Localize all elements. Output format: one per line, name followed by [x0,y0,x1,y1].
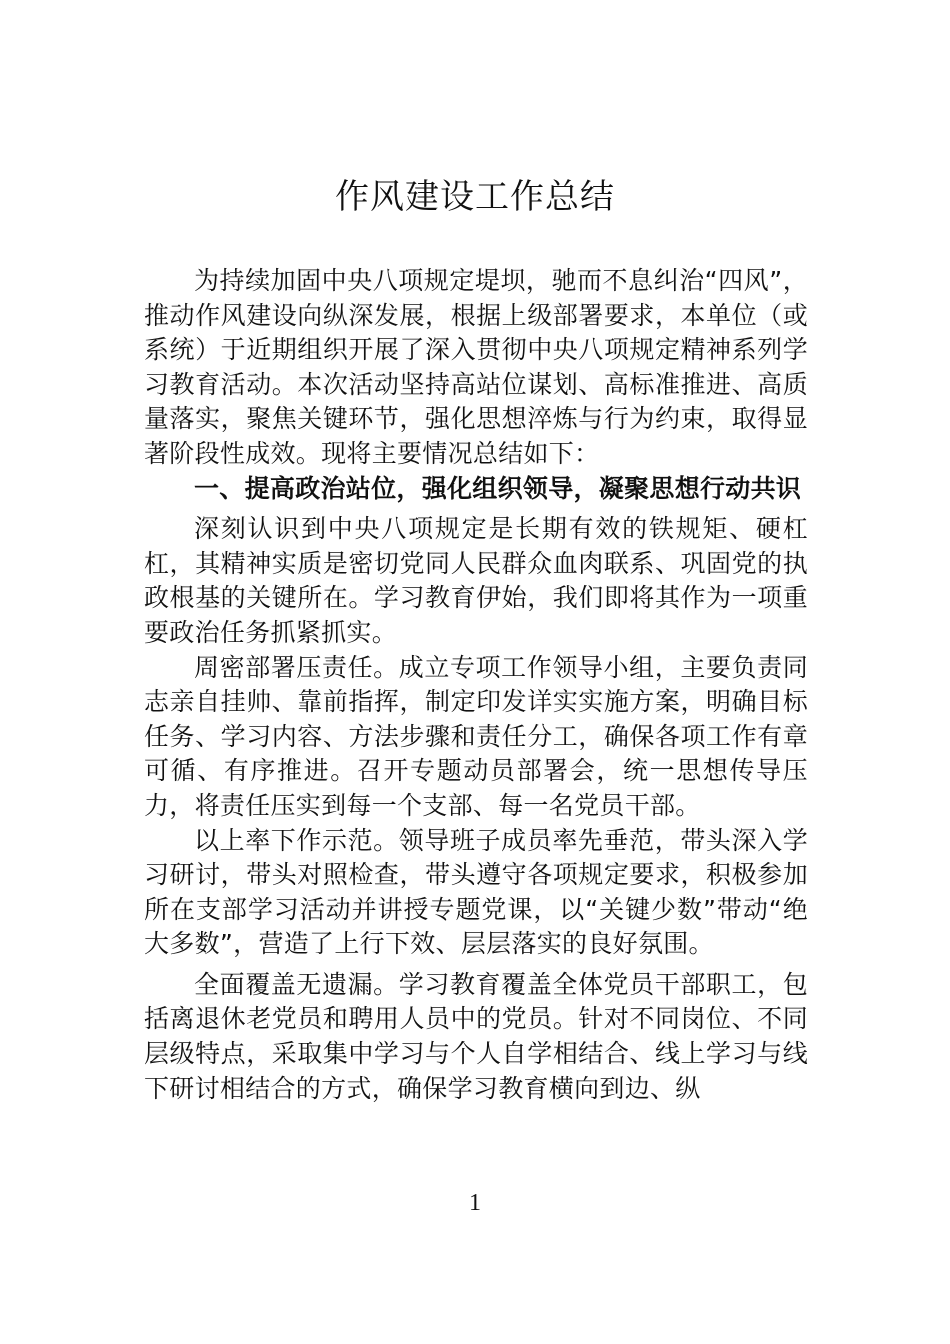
intro-paragraph: 为持续加固中央八项规定堤坝，驰而不息纠治“四风”，推动作风建设向纵深发展，根据上级部署要求，本单位（或系统）于近期组织开展了深入贯彻中央八项规定精神系列学习教育活动。本次活动坚持高站位谋划、高标准推进、高质量落实，聚焦关键环节，强化思想淬炼与行为约束，取得显著阶段性成效。现将主要情况总结如下： [144,266,808,468]
document-title: 作风建设工作总结 [335,177,615,217]
document-body [144,264,808,1106]
body-paragraph: 全面覆盖无遗漏。学习教育覆盖全体党员干部职工，包括离退休老党员和聘用人员中的党员。针对不同岗位、不同层级特点，采取集中学习与个人自学相结合、线上学习与线下研讨相结合的方式，确保学习教育横向到边、纵 [144,969,808,1103]
section-heading: 一、提高政治站位，强化组织领导，凝聚思想行动共识 [194,473,802,503]
body-paragraph: 深刻认识到中央八项规定是长期有效的铁规矩、硬杠杠，其精神实质是密切党同人民群众血肉联系、巩固党的执政根基的关键所在。学习教育伊始，我们即将其作为一项重要政治任务抓紧抓实。 [144,514,808,647]
body-paragraph: 以上率下作示范。领导班子成员率先垂范，带头深入学习研讨，带头对照检查，带头遵守各项规定要求，积极参加所在支部学习活动并讲授专题党课，以“关键少数”带动“绝大多数”，营造了上行下效、层层落实的良好氛围。 [144,825,808,959]
page-number: 1 [469,1190,481,1216]
body-paragraph: 周密部署压责任。成立专项工作领导小组，主要负责同志亲自挂帅、靠前指挥，制定印发详实实施方案，明确目标任务、学习内容、方法步骤和责任分工，确保各项工作有章可循、有序推进。召开专题动员部署会，统一思想传导压力，将责任压实到每一个支部、每一名党员干部。 [144,652,808,820]
